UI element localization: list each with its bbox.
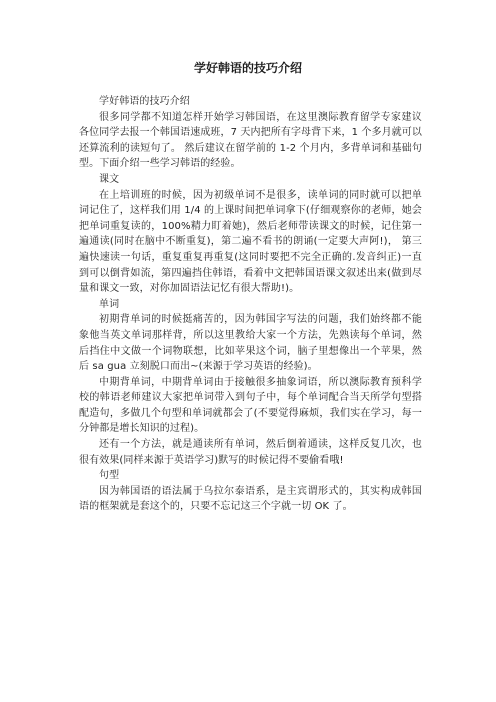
section-heading-text: 课文 (99, 173, 120, 185)
paragraph-text-method: 在上培训班的时候，因为初级单词不是很多，读单词的同时就可以把单词记住了，这样我们用 1/4 的上课时间把单词拿下(仔细观察你的老师，她会把单词重复读的，100%精力盯着她)，然后老师带读课文的时候，记住第一遍通读(同时在脑中不断重复)，第二遍不看书的朗诵(一定要大声阿!)， 第三遍快速读一句话，重复重复再重复(这同时要把不完全正确的.发音纠正)一直到可以倒背如流，第四遍挡住韩语，看着中文把韩国语课文叙述出来(做到尽量和课文一致，对你加固语法记忆有很大帮助!)。 (79, 189, 422, 295)
section-heading-vocabulary: 单词 (99, 298, 120, 310)
document-body (79, 94, 422, 515)
paragraph-intro-heading: 学好韩语的技巧介绍 (99, 96, 190, 107)
paragraph-vocabulary-other: 还有一个方法，就是通读所有单词，然后倒着通读，这样反复几次，也很有效果(同样来源于英语学习)默写的时候记得不要偷看哦! (79, 439, 422, 466)
document-title: 学好韩语的技巧介绍 (193, 61, 302, 75)
paragraph-vocabulary-early: 初期背单词的时候挺痛苦的，因为韩国字写法的问题，我们始终都不能象他当英文单词那样背，所以这里教给大家一个方法，先熟读每个单词，然后挡住中文做一个词物联想，比如苹果这个词，脑子里想像出一个苹果，然后 sa gua 立刻脱口而出~(来源于学习英语的经验)。 (79, 314, 422, 373)
paragraph-intro: 很多同学都不知道怎样开始学习韩国语，在这里澳际教育留学专家建议各位同学去报一个韩国语速成班，7 天内把所有字母背下来，1 个多月就可以还算流利的读短句了。 然后建议在留学前的 1-2 个月内，多背单词和基础句型。下面介绍一些学习韩语的经验。 (79, 111, 422, 170)
section-heading-sentence: 句型 (99, 470, 120, 482)
paragraph-vocabulary-middle: 中期背单词，中期背单词由于接触很多抽象词语，所以澳际教育预科学校的韩语老师建议大家把单词带入到句子中，每个单词配合当天所学句型搭配造句，多做几个句型和单词就都会了(不要觉得麻烦，我们实在学习，每一分钟都是增长知识的过程)。 (79, 376, 422, 435)
paragraph-sentence: 因为韩国语的语法属于乌拉尔泰语系，是主宾谓形式的，其实构成韩国语的框架就是套这个的，只要不忘记这三个字就一切 OK 了。 (79, 485, 422, 513)
